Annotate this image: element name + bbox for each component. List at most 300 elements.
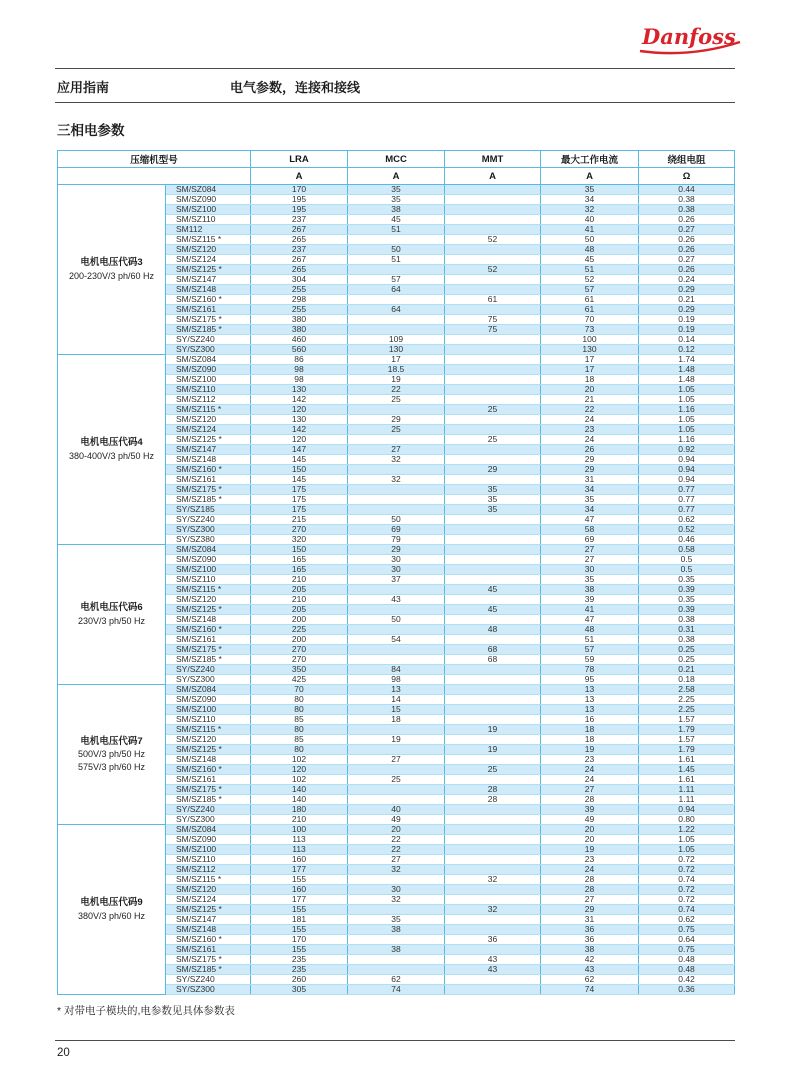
value-cell: 48 <box>541 625 639 635</box>
value-cell <box>445 455 541 465</box>
compressor-model-cell: SM/SZ115 * <box>166 725 251 735</box>
value-cell: 130 <box>348 345 445 355</box>
value-cell <box>445 835 541 845</box>
value-cell: 15 <box>348 705 445 715</box>
value-cell: 0.48 <box>639 955 735 965</box>
value-cell: 1.05 <box>639 415 735 425</box>
value-cell: 50 <box>348 245 445 255</box>
value-cell: 380 <box>251 325 348 335</box>
value-cell <box>348 585 445 595</box>
value-cell: 32 <box>348 455 445 465</box>
value-cell: 41 <box>541 225 639 235</box>
value-cell <box>445 245 541 255</box>
value-cell: 304 <box>251 275 348 285</box>
value-cell: 130 <box>251 385 348 395</box>
value-cell: 350 <box>251 665 348 675</box>
compressor-model-cell: SM/SZ084 <box>166 545 251 555</box>
value-cell: 57 <box>541 645 639 655</box>
value-cell: 24 <box>541 865 639 875</box>
compressor-model-cell: SM/SZ160 * <box>166 465 251 475</box>
value-cell: 0.72 <box>639 885 735 895</box>
value-cell: 36 <box>541 935 639 945</box>
value-cell: 13 <box>348 685 445 695</box>
value-cell: 24 <box>541 415 639 425</box>
compressor-model-cell: SM/SZ110 <box>166 385 251 395</box>
value-cell: 0.77 <box>639 505 735 515</box>
value-cell: 0.64 <box>639 935 735 945</box>
value-cell: 30 <box>348 565 445 575</box>
compressor-model-cell: SM/SZ124 <box>166 895 251 905</box>
compressor-model-cell: SM/SZ148 <box>166 285 251 295</box>
voltage-spec-label: 200-230V/3 ph/60 Hz <box>68 270 155 281</box>
value-cell: 22 <box>348 835 445 845</box>
value-cell <box>348 645 445 655</box>
compressor-model-cell: SM/SZ161 <box>166 635 251 645</box>
table-row <box>58 685 735 695</box>
value-cell <box>445 425 541 435</box>
value-cell: 0.35 <box>639 595 735 605</box>
value-cell <box>445 575 541 585</box>
value-cell: 0.36 <box>639 985 735 995</box>
value-cell: 165 <box>251 555 348 565</box>
value-cell: 1.48 <box>639 365 735 375</box>
value-cell: 25 <box>348 775 445 785</box>
compressor-model-cell: SM/SZ161 <box>166 475 251 485</box>
value-cell <box>348 765 445 775</box>
value-cell: 50 <box>541 235 639 245</box>
value-cell <box>445 285 541 295</box>
value-cell: 0.94 <box>639 805 735 815</box>
value-cell <box>348 465 445 475</box>
value-cell: 13 <box>541 685 639 695</box>
value-cell: 27 <box>348 855 445 865</box>
value-cell: 32 <box>348 865 445 875</box>
voltage-spec-label: 230V/3 ph/50 Hz <box>77 615 146 626</box>
value-cell: 175 <box>251 505 348 515</box>
value-cell: 210 <box>251 575 348 585</box>
value-cell: 35 <box>348 185 445 195</box>
value-cell: 22 <box>348 385 445 395</box>
value-cell: 140 <box>251 795 348 805</box>
value-cell: 84 <box>348 665 445 675</box>
value-cell: 2.58 <box>639 685 735 695</box>
compressor-model-cell: SM/SZ148 <box>166 615 251 625</box>
value-cell: 0.29 <box>639 285 735 295</box>
value-cell: 142 <box>251 425 348 435</box>
column-header-max-current: 最大工作电流 <box>541 151 639 168</box>
value-cell <box>445 515 541 525</box>
value-cell: 0.94 <box>639 475 735 485</box>
value-cell: 27 <box>541 785 639 795</box>
value-cell <box>445 375 541 385</box>
value-cell: 265 <box>251 265 348 275</box>
value-cell: 155 <box>251 925 348 935</box>
compressor-model-cell: SM/SZ148 <box>166 455 251 465</box>
value-cell <box>445 915 541 925</box>
value-cell: 13 <box>541 705 639 715</box>
value-cell: 0.48 <box>639 965 735 975</box>
value-cell: 75 <box>445 325 541 335</box>
compressor-model-cell: SM/SZ100 <box>166 705 251 715</box>
value-cell: 49 <box>348 815 445 825</box>
value-cell: 39 <box>541 595 639 605</box>
value-cell: 18 <box>348 715 445 725</box>
value-cell: 42 <box>541 955 639 965</box>
column-header-mmt: MMT <box>445 151 541 168</box>
value-cell <box>348 725 445 735</box>
value-cell: 29 <box>541 455 639 465</box>
value-cell: 195 <box>251 195 348 205</box>
value-cell: 380 <box>251 315 348 325</box>
value-cell: 39 <box>541 805 639 815</box>
value-cell: 20 <box>541 385 639 395</box>
value-cell: 0.27 <box>639 255 735 265</box>
voltage-group <box>58 355 735 545</box>
value-cell: 74 <box>541 985 639 995</box>
value-cell <box>445 205 541 215</box>
value-cell: 200 <box>251 635 348 645</box>
value-cell <box>445 415 541 425</box>
value-cell: 70 <box>251 685 348 695</box>
value-cell: 270 <box>251 655 348 665</box>
value-cell: 1.16 <box>639 435 735 445</box>
compressor-model-cell: SM/SZ175 * <box>166 315 251 325</box>
compressor-model-cell: SM/SZ112 <box>166 395 251 405</box>
value-cell <box>348 485 445 495</box>
header-top-rule <box>55 68 735 69</box>
value-cell: 150 <box>251 465 348 475</box>
compressor-model-cell: SY/SZ300 <box>166 985 251 995</box>
value-cell: 1.11 <box>639 795 735 805</box>
value-cell: 20 <box>541 835 639 845</box>
value-cell: 19 <box>445 725 541 735</box>
value-cell: 205 <box>251 605 348 615</box>
value-cell <box>348 295 445 305</box>
value-cell: 0.29 <box>639 305 735 315</box>
value-cell: 298 <box>251 295 348 305</box>
value-cell: 64 <box>348 305 445 315</box>
value-cell <box>445 215 541 225</box>
compressor-model-cell: SM/SZ084 <box>166 685 251 695</box>
column-header-lra: LRA <box>251 151 348 168</box>
value-cell: 1.79 <box>639 745 735 755</box>
value-cell: 0.80 <box>639 815 735 825</box>
value-cell: 74 <box>348 985 445 995</box>
value-cell <box>445 685 541 695</box>
value-cell: 0.62 <box>639 915 735 925</box>
compressor-model-cell: SM/SZ110 <box>166 715 251 725</box>
compressor-model-cell: SM/SZ090 <box>166 365 251 375</box>
value-cell: 64 <box>348 285 445 295</box>
value-cell: 29 <box>541 905 639 915</box>
compressor-model-cell: SM/SZ161 <box>166 305 251 315</box>
compressor-model-cell: SM/SZ147 <box>166 275 251 285</box>
value-cell: 34 <box>541 505 639 515</box>
value-cell: 0.24 <box>639 275 735 285</box>
compressor-model-cell: SM/SZ115 * <box>166 235 251 245</box>
compressor-model-cell: SY/SZ240 <box>166 335 251 345</box>
value-cell: 34 <box>541 195 639 205</box>
compressor-model-cell: SM/SZ115 * <box>166 875 251 885</box>
table-row <box>58 825 735 835</box>
value-cell: 1.05 <box>639 835 735 845</box>
value-cell: 0.26 <box>639 245 735 255</box>
voltage-group-label <box>58 355 166 545</box>
value-cell: 24 <box>541 435 639 445</box>
value-cell: 48 <box>541 245 639 255</box>
value-cell: 200 <box>251 615 348 625</box>
compressor-model-cell: SM/SZ090 <box>166 555 251 565</box>
value-cell <box>445 365 541 375</box>
value-cell: 170 <box>251 185 348 195</box>
value-cell: 560 <box>251 345 348 355</box>
value-cell: 140 <box>251 785 348 795</box>
compressor-model-cell: SM/SZ160 * <box>166 765 251 775</box>
voltage-code-label: 电机电压代码4 <box>80 437 143 449</box>
value-cell: 0.44 <box>639 185 735 195</box>
value-cell <box>445 385 541 395</box>
value-cell: 177 <box>251 865 348 875</box>
value-cell <box>348 785 445 795</box>
value-cell: 32 <box>445 875 541 885</box>
value-cell: 181 <box>251 915 348 925</box>
value-cell: 25 <box>445 435 541 445</box>
compressor-model-cell: SM/SZ120 <box>166 595 251 605</box>
value-cell <box>445 335 541 345</box>
compressor-model-cell: SM/SZ120 <box>166 735 251 745</box>
value-cell: 43 <box>348 595 445 605</box>
value-cell: 52 <box>445 235 541 245</box>
value-cell: 177 <box>251 895 348 905</box>
compressor-model-cell: SM/SZ125 * <box>166 435 251 445</box>
value-cell: 0.31 <box>639 625 735 635</box>
value-cell: 32 <box>541 205 639 215</box>
value-cell <box>445 445 541 455</box>
value-cell: 270 <box>251 525 348 535</box>
value-cell: 57 <box>348 275 445 285</box>
value-cell: 1.57 <box>639 735 735 745</box>
value-cell: 0.21 <box>639 295 735 305</box>
doc-chapter-title: 电气参数，连接和接线 <box>230 80 361 95</box>
header-bottom-rule <box>55 102 735 103</box>
value-cell: 19 <box>348 375 445 385</box>
value-cell: 28 <box>541 885 639 895</box>
value-cell <box>445 615 541 625</box>
column-header-winding-resistance: 绕组电阻 <box>639 151 735 168</box>
value-cell: 40 <box>348 805 445 815</box>
compressor-model-cell: SM/SZ185 * <box>166 655 251 665</box>
compressor-model-cell: SM/SZ185 * <box>166 495 251 505</box>
value-cell: 98 <box>251 375 348 385</box>
compressor-model-cell: SM/SZ120 <box>166 415 251 425</box>
value-cell <box>445 275 541 285</box>
voltage-group <box>58 685 735 825</box>
compressor-model-cell: SM/SZ147 <box>166 445 251 455</box>
section-title: 三相电参数 <box>57 123 125 138</box>
compressor-model-cell: SY/SZ240 <box>166 515 251 525</box>
value-cell: 0.21 <box>639 665 735 675</box>
value-cell <box>348 905 445 915</box>
parameters-table <box>57 150 735 995</box>
value-cell: 22 <box>348 845 445 855</box>
value-cell: 120 <box>251 405 348 415</box>
value-cell: 0.42 <box>639 975 735 985</box>
value-cell: 28 <box>445 785 541 795</box>
value-cell <box>445 925 541 935</box>
value-cell: 0.35 <box>639 575 735 585</box>
value-cell: 19 <box>541 745 639 755</box>
value-cell: 70 <box>541 315 639 325</box>
value-cell: 113 <box>251 835 348 845</box>
value-cell: 62 <box>541 975 639 985</box>
value-cell: 30 <box>541 565 639 575</box>
unit-header-blank <box>58 168 251 185</box>
value-cell: 32 <box>445 905 541 915</box>
value-cell <box>348 875 445 885</box>
value-cell: 29 <box>541 465 639 475</box>
value-cell <box>348 935 445 945</box>
compressor-model-cell: SY/SZ380 <box>166 535 251 545</box>
value-cell: 45 <box>348 215 445 225</box>
value-cell: 68 <box>445 655 541 665</box>
value-cell: 28 <box>541 875 639 885</box>
value-cell: 85 <box>251 715 348 725</box>
compressor-model-cell: SM/SZ124 <box>166 255 251 265</box>
unit-winding-resistance: Ω <box>639 168 735 185</box>
value-cell: 62 <box>348 975 445 985</box>
value-cell <box>445 185 541 195</box>
value-cell: 0.38 <box>639 615 735 625</box>
compressor-model-cell: SM/SZ148 <box>166 755 251 765</box>
table-row <box>58 545 735 555</box>
value-cell: 0.27 <box>639 225 735 235</box>
value-cell <box>445 695 541 705</box>
value-cell: 43 <box>445 965 541 975</box>
value-cell <box>445 945 541 955</box>
value-cell: 38 <box>348 205 445 215</box>
value-cell: 270 <box>251 645 348 655</box>
value-cell: 31 <box>541 915 639 925</box>
value-cell: 113 <box>251 845 348 855</box>
value-cell: 51 <box>348 225 445 235</box>
value-cell <box>348 325 445 335</box>
value-cell: 0.94 <box>639 465 735 475</box>
value-cell: 27 <box>348 755 445 765</box>
value-cell: 68 <box>445 645 541 655</box>
table-row <box>58 185 735 195</box>
compressor-model-cell: SM/SZ185 * <box>166 965 251 975</box>
compressor-model-cell: SM/SZ161 <box>166 945 251 955</box>
value-cell <box>445 855 541 865</box>
value-cell: 205 <box>251 585 348 595</box>
value-cell: 25 <box>348 425 445 435</box>
value-cell <box>445 805 541 815</box>
voltage-code-label: 电机电压代码3 <box>80 257 143 269</box>
value-cell <box>348 955 445 965</box>
value-cell: 35 <box>541 185 639 195</box>
danfoss-logo-graphic <box>638 18 743 62</box>
value-cell: 235 <box>251 955 348 965</box>
value-cell: 267 <box>251 255 348 265</box>
value-cell: 0.62 <box>639 515 735 525</box>
compressor-model-cell: SM/SZ160 * <box>166 625 251 635</box>
value-cell: 0.5 <box>639 565 735 575</box>
compressor-model-cell: SM/SZ110 <box>166 855 251 865</box>
value-cell: 102 <box>251 755 348 765</box>
value-cell: 27 <box>348 445 445 455</box>
value-cell: 170 <box>251 935 348 945</box>
value-cell: 35 <box>348 195 445 205</box>
value-cell: 13 <box>541 695 639 705</box>
value-cell: 255 <box>251 285 348 295</box>
value-cell: 305 <box>251 985 348 995</box>
value-cell <box>348 745 445 755</box>
value-cell: 1.61 <box>639 775 735 785</box>
value-cell: 24 <box>541 765 639 775</box>
value-cell <box>445 705 541 715</box>
value-cell: 86 <box>251 355 348 365</box>
value-cell: 225 <box>251 625 348 635</box>
value-cell: 29 <box>348 545 445 555</box>
value-cell <box>445 675 541 685</box>
value-cell: 32 <box>348 895 445 905</box>
compressor-model-cell: SM/SZ115 * <box>166 585 251 595</box>
value-cell: 24 <box>541 775 639 785</box>
value-cell: 130 <box>251 415 348 425</box>
value-cell: 49 <box>541 815 639 825</box>
compressor-model-cell: SM/SZ084 <box>166 825 251 835</box>
value-cell: 130 <box>541 345 639 355</box>
value-cell: 102 <box>251 775 348 785</box>
value-cell <box>348 795 445 805</box>
compressor-model-cell: SY/SZ300 <box>166 815 251 825</box>
footer-rule <box>55 1040 735 1041</box>
value-cell: 0.74 <box>639 875 735 885</box>
value-cell: 120 <box>251 435 348 445</box>
value-cell: 23 <box>541 425 639 435</box>
value-cell <box>445 635 541 645</box>
voltage-spec-label: 380-400V/3 ph/50 Hz <box>68 450 155 461</box>
value-cell: 80 <box>251 725 348 735</box>
value-cell: 31 <box>541 475 639 485</box>
value-cell: 51 <box>348 255 445 265</box>
value-cell: 37 <box>348 575 445 585</box>
value-cell: 58 <box>541 525 639 535</box>
value-cell: 210 <box>251 815 348 825</box>
value-cell: 0.25 <box>639 645 735 655</box>
unit-max-current: A <box>541 168 639 185</box>
value-cell: 1.05 <box>639 845 735 855</box>
value-cell: 25 <box>445 405 541 415</box>
value-cell: 155 <box>251 905 348 915</box>
value-cell: 0.77 <box>639 485 735 495</box>
value-cell: 2.25 <box>639 695 735 705</box>
table-header <box>58 151 735 185</box>
danfoss-logo <box>638 18 743 62</box>
value-cell: 20 <box>541 825 639 835</box>
value-cell: 0.26 <box>639 215 735 225</box>
value-cell: 20 <box>348 825 445 835</box>
compressor-model-cell: SM/SZ160 * <box>166 935 251 945</box>
value-cell <box>348 505 445 515</box>
value-cell <box>445 595 541 605</box>
value-cell: 61 <box>445 295 541 305</box>
value-cell: 0.39 <box>639 605 735 615</box>
compressor-model-cell: SY/SZ185 <box>166 505 251 515</box>
value-cell <box>445 715 541 725</box>
value-cell: 425 <box>251 675 348 685</box>
value-cell: 0.92 <box>639 445 735 455</box>
